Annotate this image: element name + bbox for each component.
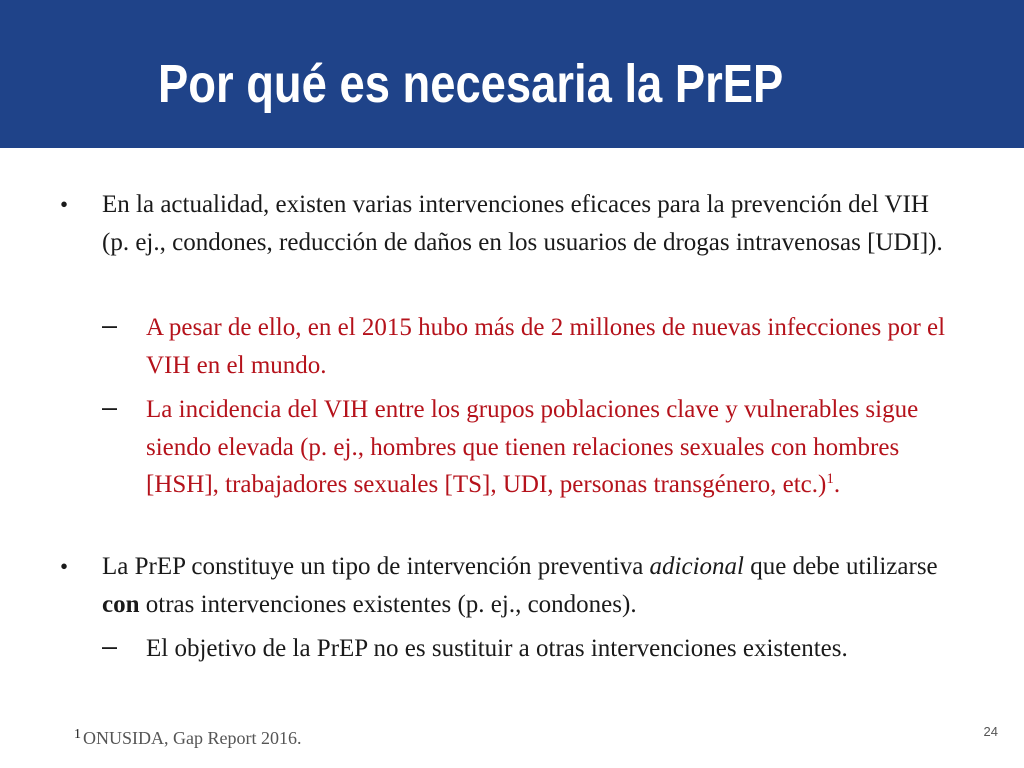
page-number: 24 bbox=[983, 724, 998, 739]
sub-bullet-text: El objetivo de la PrEP no es sustituir a otras intervenciones existentes. bbox=[146, 635, 848, 662]
bullet-marker: • bbox=[60, 554, 69, 579]
sub-bullet-text: La incidencia del VIH entre los grupos poblaciones clave y vulnerables sigue siendo elevada (p. ej., hombres que tienen relaciones sexuales con hombres [HSH], trabajadores sexuales [TS], UDI, personas transgénero, etc.) bbox=[146, 396, 919, 498]
bullet-item bbox=[60, 548, 962, 623]
footnote bbox=[74, 728, 301, 749]
sub-bullet-item bbox=[102, 630, 976, 668]
footnote-reference: 1 bbox=[826, 471, 834, 487]
text-segment: otras intervenciones existentes (p. ej., condones). bbox=[139, 590, 637, 618]
sub-bullet-text-with-ref bbox=[146, 391, 976, 504]
bold-emphasis: con bbox=[102, 590, 140, 618]
italic-emphasis: adicional bbox=[649, 553, 744, 580]
dash-marker: – bbox=[102, 310, 118, 340]
sub-bullet-item bbox=[102, 391, 976, 504]
bullet-text: En la actualidad, existen varias intervenciones eficaces para la prevención del VIH (p. ej., condones, reducción de daños en los usuarios de drogas intravenosas [UDI]). bbox=[102, 191, 943, 256]
footnote-marker: 1 bbox=[74, 727, 81, 742]
dash-marker: – bbox=[102, 392, 118, 422]
text-segment: La PrEP constituye un tipo de intervención preventiva bbox=[102, 553, 650, 580]
footnote-text: ONUSIDA, Gap Report 2016. bbox=[83, 728, 302, 748]
slide-title: Por qué es necesaria la PrEP bbox=[158, 54, 784, 114]
sub-bullet-text: A pesar de ello, en el 2015 hubo más de 2 millones de nuevas infecciones por el VIH en el mundo. bbox=[146, 314, 946, 379]
bullet-marker: • bbox=[60, 192, 69, 217]
text-segment: que debe utilizarse bbox=[743, 553, 938, 580]
sub-bullet-item bbox=[102, 309, 976, 384]
bullet-item bbox=[60, 186, 962, 261]
sentence-end: . bbox=[833, 471, 841, 498]
dash-marker: – bbox=[102, 631, 118, 661]
bullet-text-rich bbox=[102, 548, 962, 623]
